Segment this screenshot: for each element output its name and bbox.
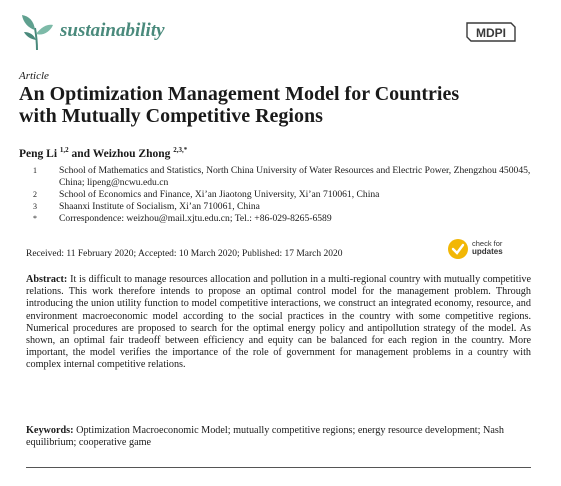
- publisher-name: MDPI: [476, 26, 506, 40]
- abstract: [26, 274, 531, 372]
- affiliation-number: 1: [33, 166, 37, 175]
- affiliation-text: School of Economics and Finance, Xi’an Jiaotong University, Xi’an 710061, China: [59, 189, 380, 200]
- abstract-text: It is difficult to manage resources allocation and pollution in a multi-regional country with mutually competitive relations. This work therefore intends to propose an optimal control model for the management problem. Through introducing the union utility function to model competitive interactions, we construct an integrated economy, resource, and environment macroeconomic model according to the social practices in the country with some competitive regions. Numerical procedures are proposed to search for the optimal energy policy and antipollution strategy of the model. As shown, an optimal fair tradeoff between efficiency and equity can be balanced for each region in the country. More important, the model verifies the importance of the role of government for management problems in a country with complex internal competitive relations.: [26, 274, 532, 371]
- author-conjunction: and: [71, 147, 91, 160]
- author-list: [19, 146, 187, 160]
- affiliations-list: [19, 165, 539, 225]
- title-line-2: with Mutually Competitive Regions: [19, 105, 323, 127]
- article-title: [19, 83, 539, 127]
- article-type: Article: [19, 70, 49, 82]
- affiliation-text: Shaanxi Institute of Socialism, Xi’an 710061, China: [59, 201, 260, 212]
- leaf-sprout-icon: [20, 12, 54, 52]
- correspondence-item: [19, 213, 539, 225]
- author-name[interactable]: Peng Li: [19, 147, 58, 160]
- affiliation-item: [19, 189, 539, 201]
- keywords-label: Keywords:: [26, 425, 74, 436]
- affiliation-item: [19, 165, 539, 189]
- section-divider: [26, 467, 531, 468]
- check-updates-label: [472, 240, 503, 256]
- journal-header: [0, 0, 561, 60]
- keywords: [26, 425, 531, 449]
- mdpi-logo[interactable]: [461, 19, 519, 45]
- check-updates-line2: updates: [472, 247, 503, 256]
- correspondence-marker: *: [33, 214, 37, 223]
- author-affiliation-marker: 1,2: [59, 146, 69, 154]
- publication-dates: Received: 11 February 2020; Accepted: 10 March 2020; Published: 17 March 2020: [26, 249, 343, 259]
- author-name[interactable]: Weizhou Zhong: [92, 147, 171, 160]
- affiliation-number: 2: [33, 190, 37, 199]
- correspondence-text[interactable]: Correspondence: weizhou@mail.xjtu.edu.cn; Tel.: +86-029-8265-6589: [59, 213, 332, 224]
- journal-name[interactable]: sustainability: [60, 20, 165, 41]
- affiliation-item: [19, 201, 539, 213]
- affiliation-text: School of Mathematics and Statistics, North China University of Water Resources and Electric Power, Zhengzhou 450045, China; lipeng@ncwu.edu.cn: [59, 165, 531, 188]
- author-affiliation-marker: 2,3,*: [173, 146, 188, 154]
- keywords-text: Optimization Macroeconomic Model; mutually competitive regions; energy resource development; Nash equilibrium; cooperative game: [26, 425, 504, 449]
- check-updates-line1: check for: [472, 239, 503, 248]
- title-line-1: An Optimization Management Model for Countries: [19, 83, 460, 105]
- affiliation-number: 3: [33, 202, 37, 211]
- abstract-label: Abstract:: [26, 274, 68, 285]
